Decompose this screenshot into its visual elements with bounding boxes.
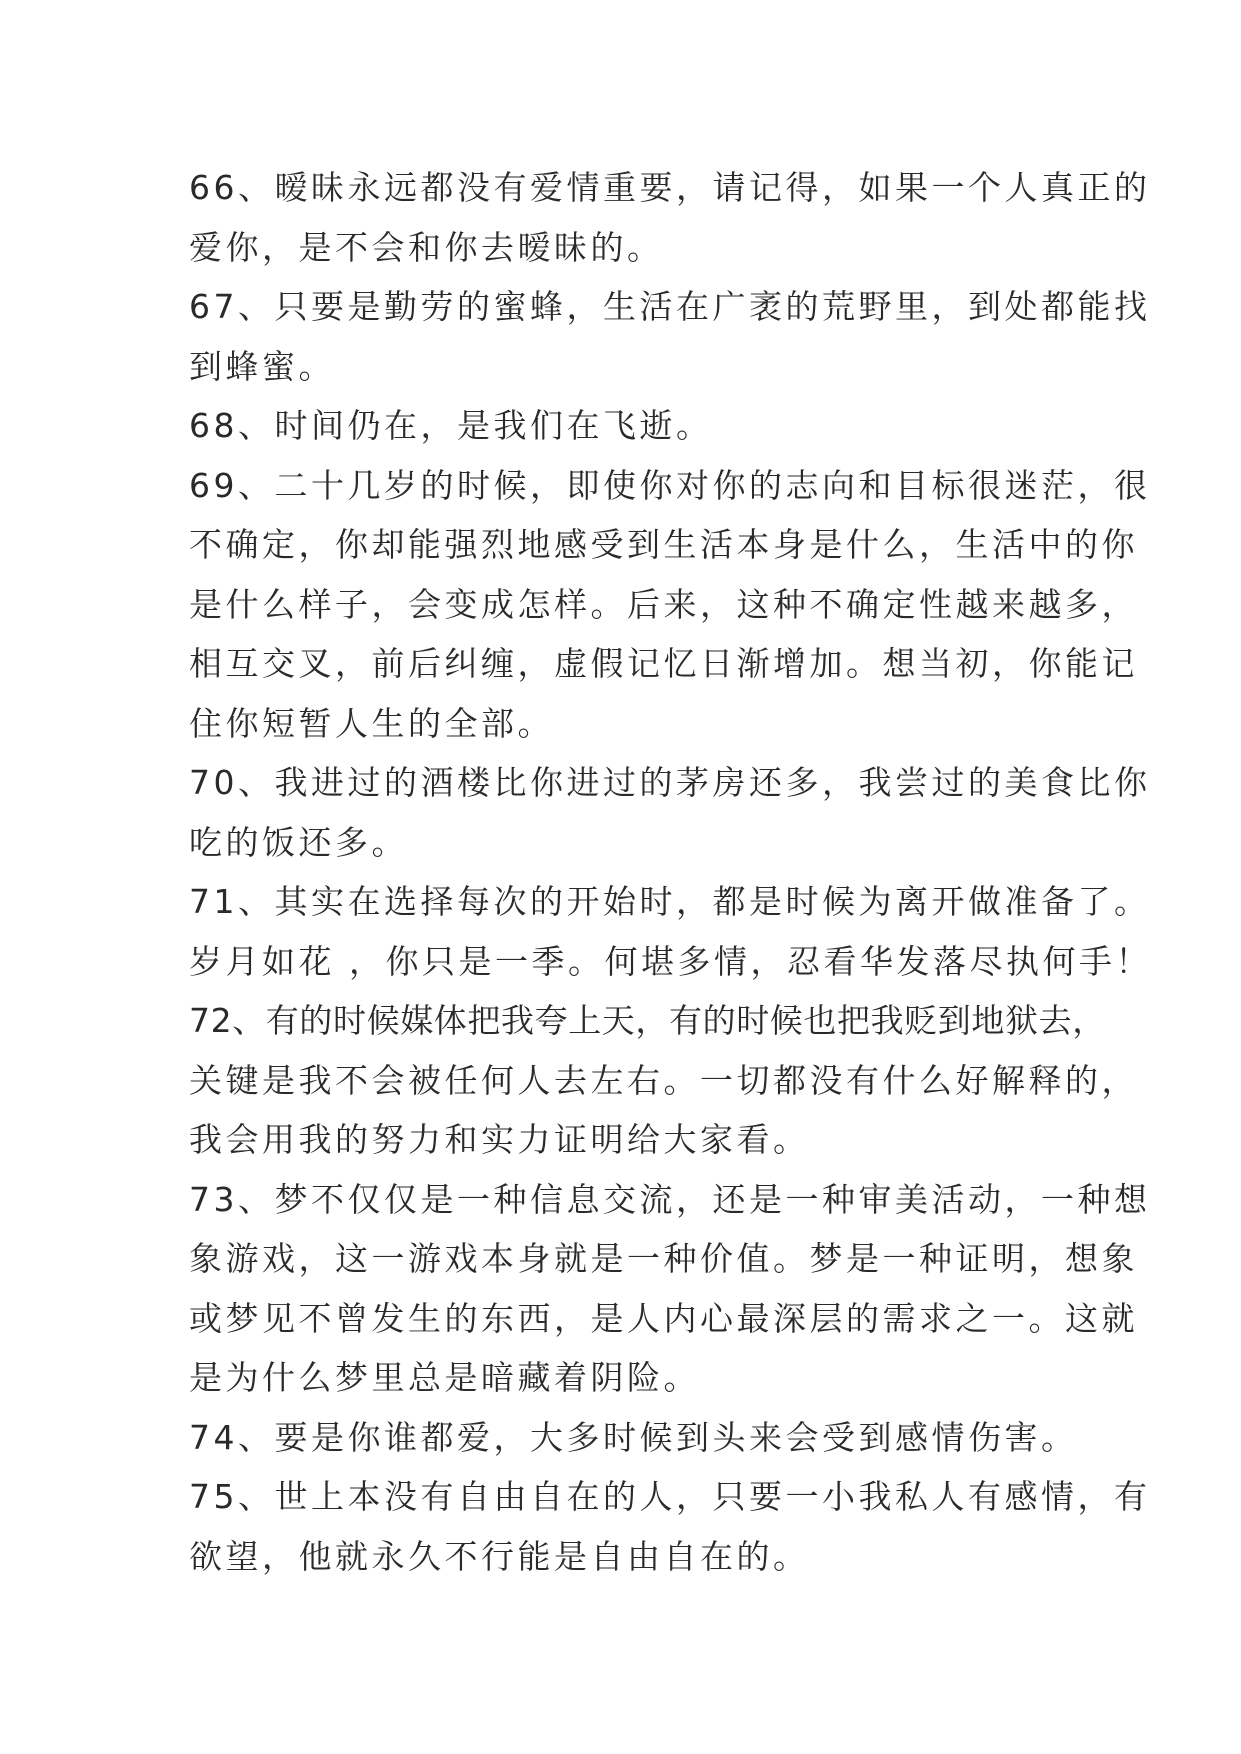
text-line: 象游戏，这一游戏本身就是一种价值。梦是一种证明，想象 [189, 1239, 1138, 1278]
text-line: 我会用我的努力和实力证明给大家看。 [189, 1120, 810, 1159]
text-line: 关键是我不会被任何人去左右。一切都没有什么好解释的， [189, 1060, 1138, 1100]
text-line: 75、世上本没有自由自在的人，只要一小我私人有感情，有 [189, 1477, 1151, 1516]
text-line: 住你短暂人生的全部。 [189, 703, 554, 743]
text-line: 吃的饭还多。 [189, 822, 408, 862]
text-line: 67、只要是勤劳的蜜蜂，生活在广袤的荒野里，到处都能找 [189, 287, 1151, 326]
text-line: 70、我进过的酒楼比你进过的茅房还多，我尝过的美食比你 [189, 763, 1151, 802]
text-line: 71、其实在选择每次的开始时，都是时候为离开做准备了。 [189, 882, 1151, 921]
document-body [189, 158, 1152, 1586]
text-line: 是为什么梦里总是暗藏着阴险。 [189, 1358, 700, 1397]
text-line: 73、梦不仅仅是一种信息交流，还是一种审美活动，一种想 [189, 1179, 1151, 1219]
text-line: 69、二十几岁的时候，即使你对你的志向和目标很迷茫，很 [189, 465, 1151, 505]
text-line: 72、有的时候媒体把我夸上天，有的时候也把我贬到地狱去， [189, 1001, 1106, 1040]
text-line: 岁月如花 ，你只是一季。何堪多情，忍看华发落尽执何手！ [189, 941, 1152, 981]
text-line: 不确定，你却能强烈地感受到生活本身是什么，生活中的你 [189, 525, 1138, 564]
text-line: 欲望，他就永久不行能是自由自在的。 [189, 1536, 810, 1576]
text-line: 到蜂蜜。 [189, 346, 335, 386]
text-line: 74、要是你谁都爱，大多时候到头来会受到感情伤害。 [189, 1417, 1078, 1457]
text-line: 是什么样子，会变成怎样。后来，这种不确定性越来越多， [189, 584, 1138, 624]
text-line: 相互交叉，前后纠缠，虚假记忆日渐增加。想当初，你能记 [189, 644, 1138, 683]
text-line: 68、时间仍在，是我们在飞逝。 [189, 406, 713, 445]
text-line: 或梦见不曾发生的东西，是人内心最深层的需求之一。这就 [189, 1298, 1138, 1338]
text-line: 66、暧昧永远都没有爱情重要，请记得，如果一个人真正的 [189, 168, 1151, 207]
text-line: 爱你，是不会和你去暧昧的。 [189, 227, 664, 267]
